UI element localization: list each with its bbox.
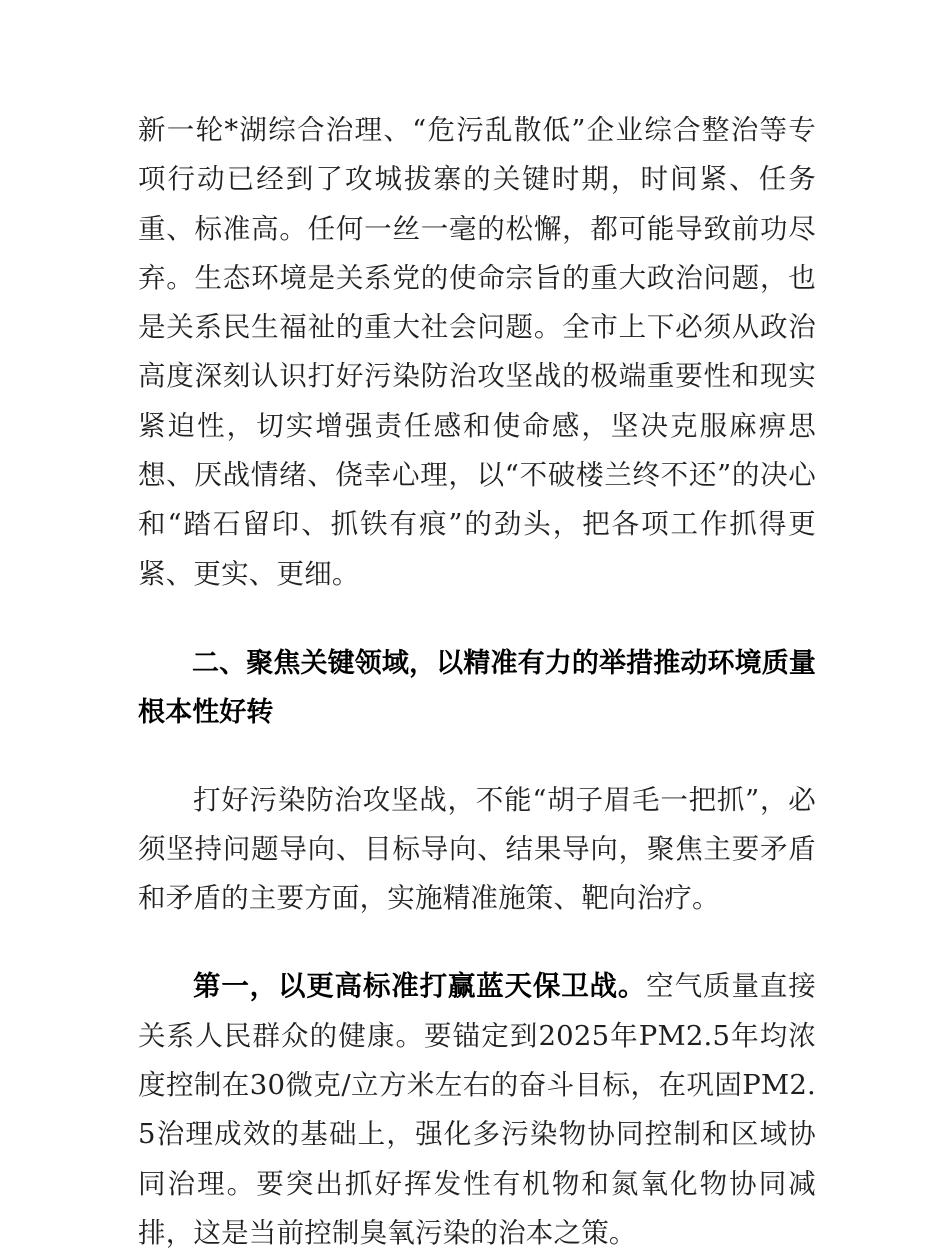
- paragraph-point-one-body: 空气质量直接关系人民群众的健康。要锚定到2025年PM2.5年均浓度控制在30微克/立方米左右的奋斗目标，在巩固PM2.5治理成效的基础上，强化多污染物协同控制和区域协同治理。要突出抓好挥发性有机物和氮氧化物协同减排，这是当前控制臭氧污染的治本之策。: [138, 970, 816, 1249]
- paragraph-focus-key-areas: 打好污染防治攻坚战，不能“胡子眉毛一把抓”，必须坚持问题导向、目标导向、结果导向，聚焦主要矛盾和矛盾的主要方面，实施精准施策、靶向治疗。: [138, 783, 816, 915]
- block-spacer: [138, 738, 816, 776]
- document-content: [138, 106, 816, 1258]
- block-spacer: [138, 599, 816, 639]
- heading-section-two: 二、聚焦关键领域，以精准有力的举措推动环境质量根本性好转: [138, 647, 816, 728]
- paragraph-point-one: [138, 961, 816, 1258]
- paragraph-point-one-lead: 第一，以更高标准打赢蓝天保卫战。: [193, 970, 647, 1002]
- block-spacer: [138, 923, 816, 961]
- paragraph-continuation: 新一轮*湖综合治理、“危污乱散低”企业综合整治等专项行动已经到了攻城拔寨的关键时期，时间紧、任务重、标准高。任何一丝一毫的松懈，都可能导致前功尽弃。生态环境是关系党的使命宗旨的重大政治问题，也是关系民生福祉的重大社会问题。全市上下必须从政治高度深刻认识打好污染防治攻坚战的极端重要性和现实紧迫性，切实增强责任感和使命感，坚决克服麻痹思想、厌战情绪、侥幸心理，以“不破楼兰终不还”的决心和“踏石留印、抓铁有痕”的劲头，把各项工作抓得更紧、更实、更细。: [138, 114, 816, 590]
